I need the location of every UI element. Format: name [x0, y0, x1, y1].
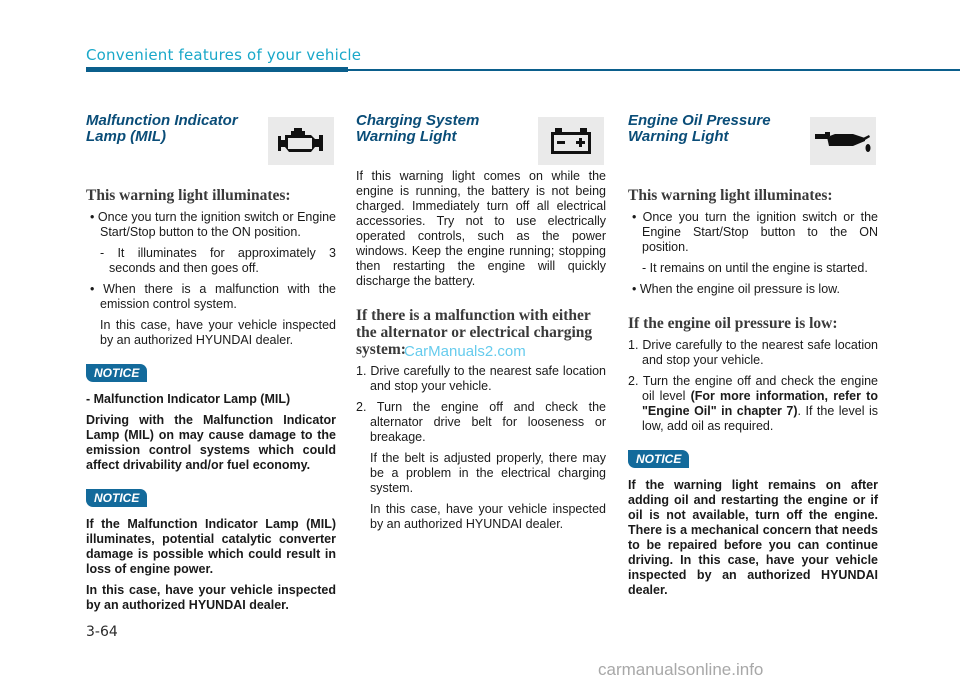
notice-badge: NOTICE: [628, 450, 689, 468]
mil-bullet-1-sub: - It illuminates for approximately 3 seconds and then goes off.: [100, 246, 336, 275]
oil-can-icon: [810, 117, 876, 165]
charging-subhead: If there is a malfunction with either the alternator or electrical charging system:: [356, 307, 593, 358]
notice-badge: NOTICE: [86, 489, 147, 507]
mil-bullet-2: • When there is a malfunction with the emission control system.: [90, 282, 336, 311]
header-rule-accent: [86, 67, 348, 72]
oil-bullet-1-sub: - It remains on until the engine is started.: [642, 261, 868, 275]
oil-subhead-1: This warning light illuminates:: [628, 187, 833, 204]
oil-step-1: 1. Drive carefully to the nearest safe location and stop your vehicle.: [628, 338, 878, 367]
oil-step-2: 2. Turn the engine off and check the engine oil level (For more information, refer to "Engine Oil" in chapter 7). If the level is low, add oil as required.: [628, 374, 878, 433]
column-charging: [356, 108, 606, 538]
column-oil-pressure: [628, 108, 878, 604]
oil-bullet-1: • Once you turn the ignition switch or the Engine Start/Stop button to the ON position.: [632, 210, 878, 254]
oil-heading: [628, 113, 878, 169]
mil-notice2-body2: In this case, have your vehicle inspected by an authorized HYUNDAI dealer.: [86, 583, 336, 612]
oil-title: Engine Oil Pressure Warning Light: [628, 112, 771, 145]
mil-bullet-2-para: In this case, have your vehicle inspected by an authorized HYUNDAI dealer.: [100, 318, 336, 347]
notice-badge: NOTICE: [86, 364, 147, 382]
charging-intro: If this warning light comes on while the engine is running, the battery is not being charged. Immediately turn off all electrical accessories. Try not to use electrically operated controls, such as the power windows. Keep the engine running; stopping then restarting the engine will quickly discharge the battery.: [356, 169, 606, 288]
mil-notice2-body1: If the Malfunction Indicator Lamp (MIL) illuminates, potential catalytic converter damage is possible which could result in loss of engine power.: [86, 517, 336, 576]
mil-heading: [86, 113, 336, 169]
charging-step-1: 1. Drive carefully to the nearest safe location and stop your vehicle.: [356, 364, 606, 393]
oil-bullet-2: • When the engine oil pressure is low.: [632, 282, 840, 296]
battery-icon: [538, 117, 604, 165]
oil-notice-body: If the warning light remains on after adding oil and restarting the engine or if oil is not available, turn off the engine. There is a mechanical concern that needs to be repaired before you can continue driving. In this case, have your vehicle inspected by an authorized HYUNDAI dealer.: [628, 478, 878, 597]
oil-subhead-2: If the engine oil pressure is low:: [628, 315, 838, 332]
column-mil: [86, 108, 336, 619]
mil-bullet-1: • Once you turn the ignition switch or Engine Start/Stop button to the ON position.: [90, 210, 336, 239]
engine-check-icon: [268, 117, 334, 165]
mil-title: Malfunction Indicator Lamp (MIL): [86, 112, 238, 145]
mil-subhead: This warning light illuminates:: [86, 187, 291, 204]
header-rule: [348, 69, 960, 71]
section-header-title: Convenient features of your vehicle: [86, 46, 362, 64]
charging-title: Charging System Warning Light: [356, 112, 480, 145]
charging-step-2-para1: If the belt is adjusted properly, there may be a problem in the electrical charging system.: [370, 451, 606, 495]
page-number: 3-64: [86, 624, 118, 640]
mil-notice1-body: Driving with the Malfunction Indicator Lamp (MIL) on may cause damage to the emission control systems which could affect drivability and/or fuel economy.: [86, 413, 336, 472]
charging-heading: [356, 113, 606, 169]
watermark-carmanualsonline: carmanualsonline.info: [598, 660, 764, 679]
mil-notice1-title: - Malfunction Indicator Lamp (MIL): [86, 392, 291, 406]
watermark-carmanuals2: CarManuals2.com: [404, 343, 526, 360]
charging-step-2: 2. Turn the engine off and check the alternator drive belt for looseness or breakage.: [356, 400, 606, 444]
charging-step-2-para2: In this case, have your vehicle inspected by an authorized HYUNDAI dealer.: [370, 502, 606, 531]
